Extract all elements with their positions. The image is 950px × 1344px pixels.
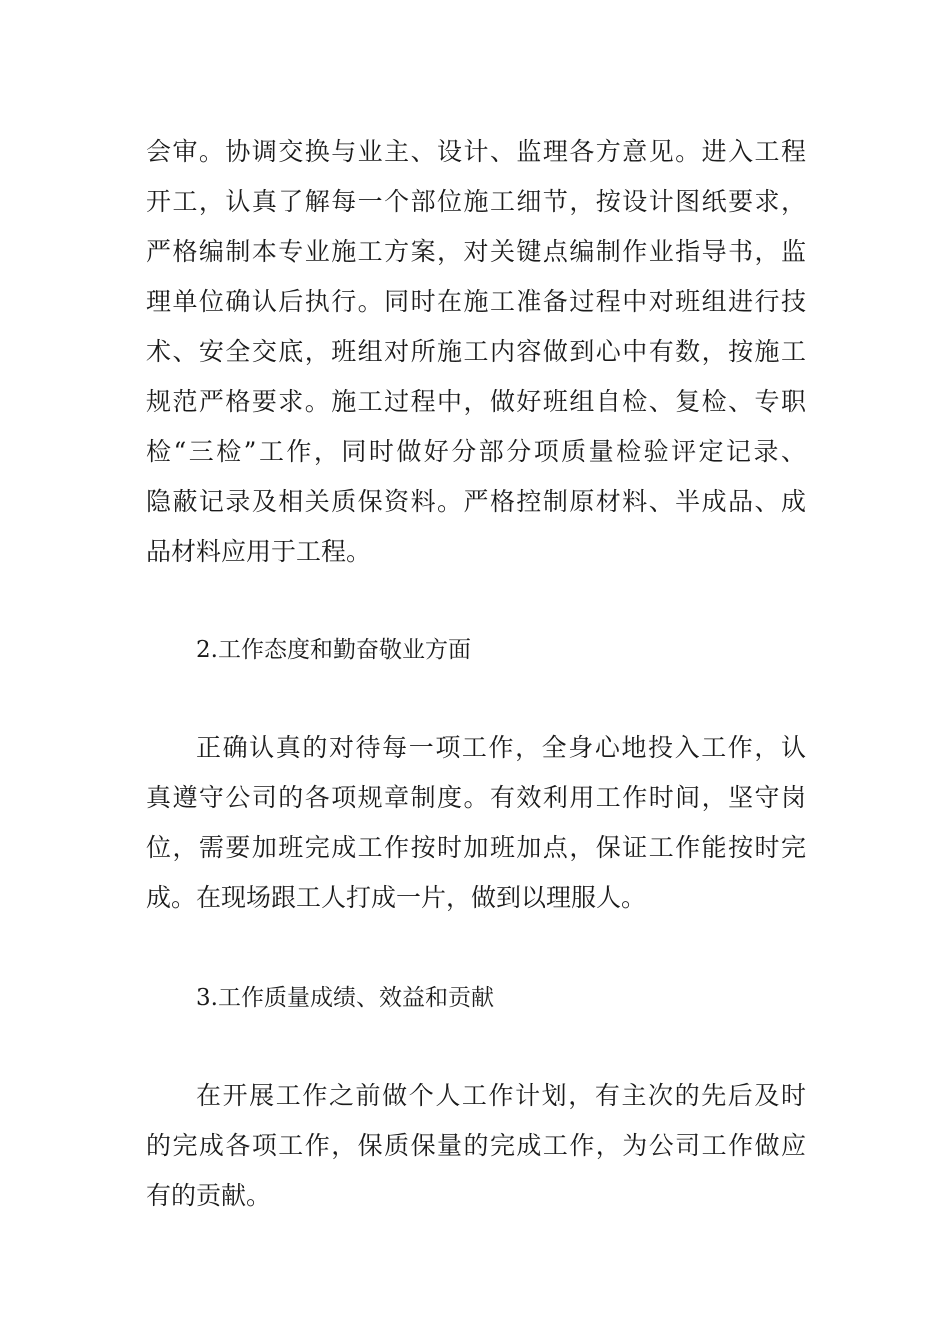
paragraph-line: 在开展工作之前做个人工作计划，有主次的先后及时 [196, 1081, 806, 1110]
paragraph-line: 检“三检”工作，同时做好分部分项质量检验评定记录、 [146, 437, 806, 466]
paragraph-line: 会审。协调交换与业主、设计、监理各方意见。进入工程 [146, 137, 806, 166]
paragraph-line: 规范严格要求。施工过程中，做好班组自检、复检、专职 [146, 387, 806, 416]
paragraph-line: 严格编制本专业施工方案，对关键点编制作业指导书，监 [146, 237, 806, 266]
paragraph-line: 正确认真的对待每一项工作，全身心地投入工作，认 [196, 733, 806, 762]
paragraph-line: 开工，认真了解每一个部位施工细节，按设计图纸要求， [146, 187, 806, 216]
paragraph-line: 的完成各项工作，保质保量的完成工作，为公司工作做应 [146, 1131, 806, 1160]
paragraph-line: 成。在现场跟工人打成一片，做到以理服人。 [146, 883, 647, 912]
section-heading: 2.工作态度和勤奋敬业方面 [196, 637, 471, 663]
paragraph-line: 理单位确认后执行。同时在施工准备过程中对班组进行技 [146, 287, 806, 316]
paragraph-line: 位，需要加班完成工作按时加班加点，保证工作能按时完 [146, 833, 806, 862]
paragraph-line: 术、安全交底，班组对所施工内容做到心中有数，按施工 [146, 337, 806, 366]
paragraph-line: 品材料应用于工程。 [146, 537, 372, 566]
section-heading: 3.工作质量成绩、效益和贡献 [196, 985, 494, 1011]
paragraph-line: 有的贡献。 [146, 1181, 272, 1210]
paragraph-line: 真遵守公司的各项规章制度。有效利用工作时间，坚守岗 [146, 783, 806, 812]
paragraph-line: 隐蔽记录及相关质保资料。严格控制原材料、半成品、成 [146, 487, 806, 516]
